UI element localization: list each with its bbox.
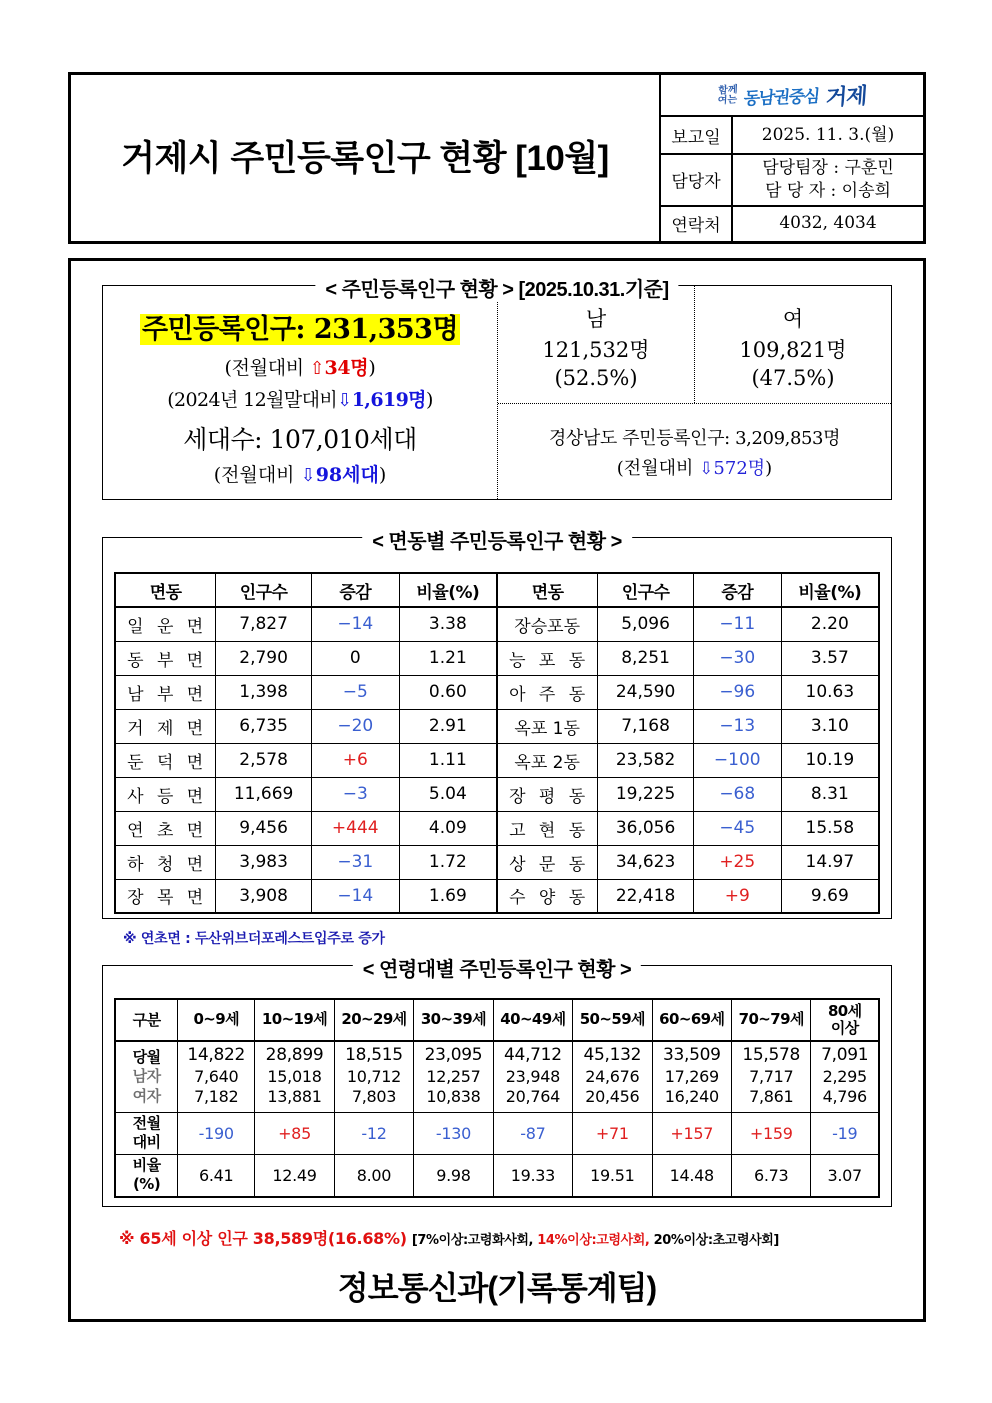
age-cell-delta: -19 <box>811 1112 879 1154</box>
female-share: (47.5%) <box>751 366 835 390</box>
table-row <box>115 709 879 743</box>
female-count: 109,821명 <box>739 337 847 362</box>
age-cell-ratio: 6.73 <box>732 1154 811 1197</box>
district-population: 7,168 <box>598 709 694 743</box>
age-col-header: 40~49세 <box>493 999 572 1041</box>
age-col-header: 70~79세 <box>732 999 811 1041</box>
page-title: 거제시 주민등록인구 현황 [10월] <box>121 139 609 178</box>
table-row <box>115 845 879 879</box>
district-population: 23,582 <box>598 743 694 777</box>
female-stats <box>695 286 891 403</box>
table-row <box>115 777 879 811</box>
district-delta: +9 <box>693 879 781 913</box>
age-row-label-ratio: 비율 (%) <box>115 1154 178 1197</box>
age-cell-delta: +159 <box>732 1112 811 1154</box>
district-delta: −13 <box>693 709 781 743</box>
district-delta: −100 <box>693 743 781 777</box>
district-delta: +25 <box>693 845 781 879</box>
district-population: 9,456 <box>216 811 312 845</box>
district-population: 5,096 <box>598 607 694 641</box>
header-meta-table <box>659 75 923 241</box>
district-population: 24,590 <box>598 675 694 709</box>
person-value <box>733 155 923 204</box>
contact-value: 4032, 4034 <box>779 213 877 234</box>
table-row <box>115 879 879 913</box>
age-cell-delta: -190 <box>178 1112 255 1154</box>
district-name: 일 운 면 <box>115 607 216 641</box>
female-label: 여 <box>782 306 804 331</box>
table-row <box>115 1154 879 1197</box>
district-population: 3,983 <box>216 845 312 879</box>
team-leader: 담당팀장 : 구훈민 <box>762 158 894 179</box>
district-population: 2,790 <box>216 641 312 675</box>
logo-slogan-mid: 동남권중심 <box>742 86 820 109</box>
population-mom-change: (전월대비 ⇧34명) <box>224 356 376 379</box>
district-ratio: 5.04 <box>399 777 497 811</box>
district-population: 7,827 <box>216 607 312 641</box>
person-label: 담당자 <box>661 155 733 204</box>
person-row <box>661 155 923 206</box>
age-cell-ratio: 19.33 <box>493 1154 572 1197</box>
district-delta: +6 <box>311 743 399 777</box>
col-header: 면동 <box>115 573 216 607</box>
col-header: 증감 <box>693 573 781 607</box>
summary-left <box>103 286 498 499</box>
province-population: 경상남도 주민등록인구: 3,209,853명 <box>548 427 841 449</box>
contact-row <box>661 207 923 241</box>
district-name: 상 문 동 <box>497 845 598 879</box>
age-table <box>114 998 880 1198</box>
table-row <box>115 1112 879 1154</box>
age-col-header: 10~19세 <box>255 999 334 1041</box>
age-cell-ratio: 19.51 <box>573 1154 652 1197</box>
district-ratio: 1.69 <box>399 879 497 913</box>
table-row <box>115 1041 879 1112</box>
table-row <box>115 743 879 777</box>
age-cell-ratio: 3.07 <box>811 1154 879 1197</box>
age-cell-counts: 14,822 7,640 7,182 <box>178 1041 255 1112</box>
district-name: 장 목 면 <box>115 879 216 913</box>
col-header: 비율(%) <box>399 573 497 607</box>
summary-section-title: < 주민등록인구 현황 > [2025.10.31.기준] <box>315 273 678 302</box>
age-table-header <box>115 999 879 1041</box>
district-ratio: 15.58 <box>781 811 879 845</box>
district-name: 하 청 면 <box>115 845 216 879</box>
district-section <box>102 531 892 919</box>
population-yoy-change: (2024년 12월말대비⇩1,619명) <box>167 388 433 411</box>
total-population-text: 주민등록인구: 231,353명 <box>141 313 459 345</box>
age-col-header: 0~9세 <box>178 999 255 1041</box>
age-cell-ratio: 9.98 <box>414 1154 493 1197</box>
age-col-header: 20~29세 <box>334 999 413 1041</box>
contact-label: 연락처 <box>661 207 733 241</box>
district-delta: −5 <box>311 675 399 709</box>
staff-member: 담 당 자 : 이송희 <box>765 180 891 201</box>
age-cell-counts: 7,091 2,295 4,796 <box>811 1041 879 1112</box>
up-arrow-icon: ⇧ <box>309 357 325 379</box>
district-name: 장승포동 <box>497 607 598 641</box>
district-delta: −3 <box>311 777 399 811</box>
district-population: 8,251 <box>598 641 694 675</box>
district-name: 둔 덕 면 <box>115 743 216 777</box>
district-delta: −14 <box>311 879 399 913</box>
age-section-title: < 연령대별 주민등록인구 현황 > <box>353 953 641 982</box>
district-note: ※ 연초면 : 두산위브더포레스트입주로 증가 <box>123 931 385 947</box>
table-row <box>115 607 879 641</box>
district-ratio: 4.09 <box>399 811 497 845</box>
district-name: 동 부 면 <box>115 641 216 675</box>
col-header: 인구수 <box>216 573 312 607</box>
age-cell-counts: 18,515 10,712 7,803 <box>334 1041 413 1112</box>
elderly-note-bracket: [7%이상:고령화사회, 14%이상:고령사회, 20%이상:초고령사회] <box>411 1233 779 1248</box>
age-cell-ratio: 14.48 <box>652 1154 731 1197</box>
age-cell-delta: -12 <box>334 1112 413 1154</box>
district-population: 11,669 <box>216 777 312 811</box>
age-cell-delta: -87 <box>493 1112 572 1154</box>
district-name: 거 제 면 <box>115 709 216 743</box>
down-arrow-icon: ⇩ <box>300 464 316 486</box>
household-count: 세대수: 107,010세대 <box>183 424 417 454</box>
district-name: 옥포 1동 <box>497 709 598 743</box>
logo-city-name: 거제 <box>824 83 868 111</box>
district-name: 고 현 동 <box>497 811 598 845</box>
district-ratio: 2.20 <box>781 607 879 641</box>
down-arrow-icon: ⇩ <box>337 389 352 411</box>
summary-right <box>498 286 891 499</box>
district-ratio: 14.97 <box>781 845 879 879</box>
age-cell-counts: 33,509 17,269 16,240 <box>652 1041 731 1112</box>
district-population: 19,225 <box>598 777 694 811</box>
col-header: 면동 <box>497 573 598 607</box>
age-col-header: 80세 이상 <box>811 999 879 1041</box>
report-date-value: 2025. 11. 3.(월) <box>761 124 895 145</box>
district-population: 2,578 <box>216 743 312 777</box>
district-ratio: 1.21 <box>399 641 497 675</box>
table-row <box>115 675 879 709</box>
elderly-note-main: ※ 65세 이상 인구 38,589명(16.68%) <box>119 1229 407 1248</box>
age-cell-delta: +157 <box>652 1112 731 1154</box>
title-cell <box>71 75 659 241</box>
district-delta: −30 <box>693 641 781 675</box>
district-population: 36,056 <box>598 811 694 845</box>
district-ratio: 3.57 <box>781 641 879 675</box>
district-ratio: 1.72 <box>399 845 497 879</box>
district-table-header <box>115 573 879 607</box>
province-mom-change: (전월대비 ⇩572명) <box>616 457 773 479</box>
district-delta: −20 <box>311 709 399 743</box>
table-row <box>115 811 879 845</box>
district-name: 연 초 면 <box>115 811 216 845</box>
document-header <box>68 72 926 244</box>
col-header: 인구수 <box>598 573 694 607</box>
age-cell-delta: -130 <box>414 1112 493 1154</box>
district-population: 34,623 <box>598 845 694 879</box>
age-cell-counts: 28,899 15,018 13,881 <box>255 1041 334 1112</box>
age-row-label-delta: 전월 대비 <box>115 1112 178 1154</box>
down-arrow-icon: ⇩ <box>699 458 714 479</box>
district-delta: −14 <box>311 607 399 641</box>
district-section-title: < 면동별 주민등록인구 현황 > <box>362 525 632 554</box>
district-delta: −31 <box>311 845 399 879</box>
col-header: 증감 <box>311 573 399 607</box>
male-share: (52.5%) <box>554 366 638 390</box>
district-ratio: 3.38 <box>399 607 497 641</box>
report-date-row <box>661 117 923 155</box>
household-mom-change: (전월대비 ⇩98세대) <box>213 463 387 486</box>
elderly-note <box>119 1226 779 1249</box>
district-ratio: 2.91 <box>399 709 497 743</box>
district-delta: −68 <box>693 777 781 811</box>
col-header: 비율(%) <box>781 573 879 607</box>
age-cell-ratio: 12.49 <box>255 1154 334 1197</box>
age-cell-counts: 44,712 23,948 20,764 <box>493 1041 572 1112</box>
report-date-label: 보고일 <box>661 117 733 153</box>
district-population: 1,398 <box>216 675 312 709</box>
district-delta: −96 <box>693 675 781 709</box>
age-cell-counts: 23,095 12,257 10,838 <box>414 1041 493 1112</box>
male-label: 남 <box>585 306 607 331</box>
district-population: 6,735 <box>216 709 312 743</box>
district-ratio: 1.11 <box>399 743 497 777</box>
district-delta: +444 <box>311 811 399 845</box>
district-ratio: 0.60 <box>399 675 497 709</box>
district-ratio: 10.63 <box>781 675 879 709</box>
department-footer: 정보통신과(기록통계팀) <box>337 1270 657 1306</box>
age-cell-ratio: 6.41 <box>178 1154 255 1197</box>
age-col-header: 60~69세 <box>652 999 731 1041</box>
district-name: 능 포 동 <box>497 641 598 675</box>
city-logo <box>661 75 923 117</box>
district-ratio: 8.31 <box>781 777 879 811</box>
district-name: 수 양 동 <box>497 879 598 913</box>
district-name: 아 주 동 <box>497 675 598 709</box>
district-ratio: 3.10 <box>781 709 879 743</box>
district-population: 3,908 <box>216 879 312 913</box>
district-table <box>114 572 880 914</box>
district-name: 옥포 2동 <box>497 743 598 777</box>
district-ratio: 10.19 <box>781 743 879 777</box>
male-count: 121,532명 <box>542 337 650 362</box>
district-name: 사 등 면 <box>115 777 216 811</box>
summary-section <box>102 279 892 500</box>
table-row <box>115 641 879 675</box>
district-ratio: 9.69 <box>781 879 879 913</box>
logo-slogan-small: 함께 여는 <box>717 83 738 106</box>
age-col-header: 50~59세 <box>573 999 652 1041</box>
age-row-label-current: 당월 남자 여자 <box>115 1041 178 1112</box>
district-population: 22,418 <box>598 879 694 913</box>
document-body <box>68 258 926 1322</box>
age-corner-label: 구분 <box>115 999 178 1041</box>
province-stats <box>498 404 891 499</box>
age-cell-delta: +85 <box>255 1112 334 1154</box>
age-cell-counts: 45,132 24,676 20,456 <box>573 1041 652 1112</box>
district-delta: −45 <box>693 811 781 845</box>
age-section <box>102 959 892 1207</box>
district-delta: 0 <box>311 641 399 675</box>
age-col-header: 30~39세 <box>414 999 493 1041</box>
age-cell-delta: +71 <box>573 1112 652 1154</box>
age-cell-ratio: 8.00 <box>334 1154 413 1197</box>
district-name: 남 부 면 <box>115 675 216 709</box>
age-cell-counts: 15,578 7,717 7,861 <box>732 1041 811 1112</box>
district-name: 장 평 동 <box>497 777 598 811</box>
male-stats <box>498 286 695 403</box>
district-delta: −11 <box>693 607 781 641</box>
total-population <box>140 307 460 346</box>
